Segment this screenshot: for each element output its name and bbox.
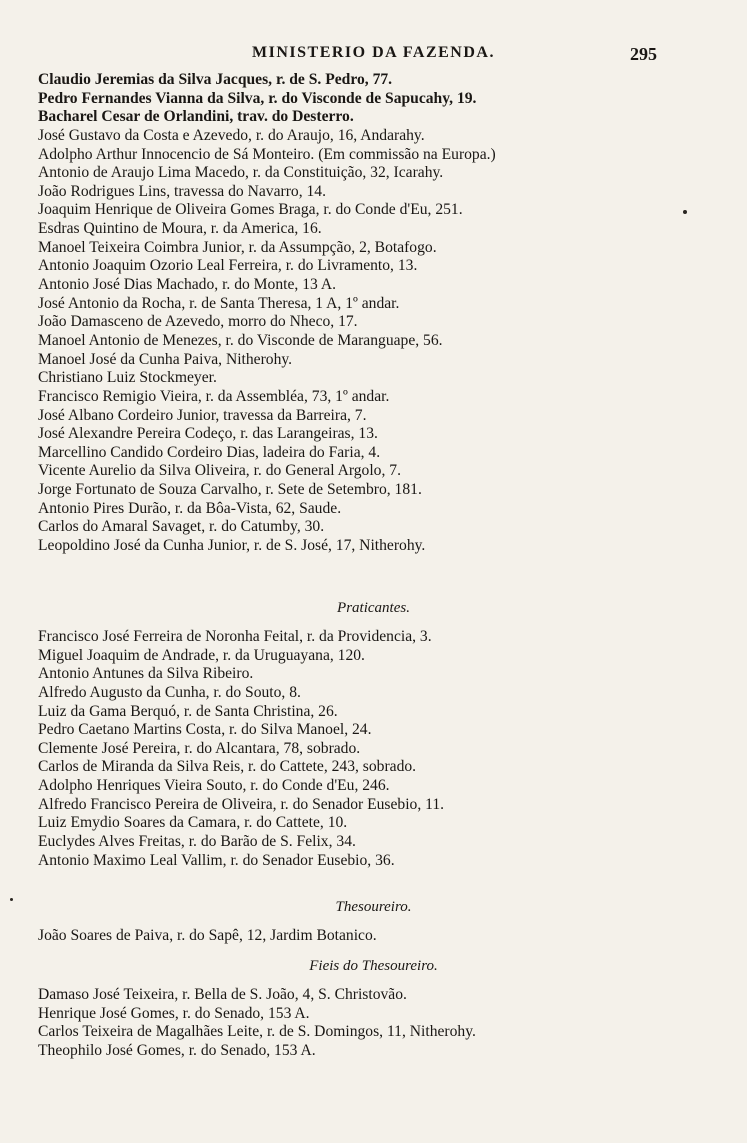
- praticante-entry: Luiz Emydio Soares da Camara, r. do Cattete, 10.: [38, 814, 348, 832]
- fieis-list: [38, 986, 698, 1061]
- praticante-entry: Clemente José Pereira, r. do Alcantara, 78, sobrado.: [38, 739, 361, 757]
- staff-entry: Vicente Aurelio da Silva Oliveira, r. do General Argolo, 7.: [38, 462, 401, 480]
- praticante-entry: Luiz da Gama Berquó, r. de Santa Christina, 26.: [38, 702, 338, 720]
- staff-entry: Antonio de Araujo Lima Macedo, r. da Constituição, 32, Icarahy.: [38, 164, 444, 182]
- staff-entry: Manoel Antonio de Menezes, r. do Visconde de Maranguape, 56.: [38, 331, 443, 349]
- thesoureiro-list: [38, 927, 698, 946]
- staff-entry: José Gustavo da Costa e Azevedo, r. do Araujo, 16, Andarahy.: [38, 126, 425, 144]
- staff-list: [38, 71, 698, 556]
- staff-entry: José Alexandre Pereira Codeço, r. das Larangeiras, 13.: [38, 425, 378, 443]
- staff-entry: Carlos do Amaral Savaget, r. do Catumby, 30.: [38, 518, 325, 536]
- praticante-entry: Antonio Antunes da Silva Ribeiro.: [38, 665, 254, 683]
- thesoureiro-entry: João Soares de Paiva, r. do Sapê, 12, Jardim Botanico.: [38, 927, 377, 944]
- staff-entry: Antonio Pires Durão, r. da Bôa-Vista, 62, Saude.: [38, 499, 342, 517]
- staff-entry: Francisco Remigio Vieira, r. da Assembléa, 73, 1º andar.: [38, 387, 390, 405]
- print-speck: [683, 210, 687, 214]
- thesoureiro-heading: Thesoureiro.: [335, 899, 412, 915]
- print-speck: [10, 898, 13, 901]
- staff-entry: Manoel José da Cunha Paiva, Nitherohy.: [38, 350, 293, 368]
- staff-entry: Christiano Luiz Stockmeyer.: [38, 369, 217, 387]
- page-header: [0, 44, 747, 66]
- staff-entry: Marcellino Candido Cordeiro Dias, ladeira do Faria, 4.: [38, 443, 381, 461]
- running-head: MINISTERIO DA FAZENDA.: [252, 44, 495, 61]
- praticante-entry: Carlos de Miranda da Silva Reis, r. do Cattete, 243, sobrado.: [38, 758, 417, 776]
- praticante-entry: Alfredo Francisco Pereira de Oliveira, r. do Senador Eusebio, 11.: [38, 795, 445, 813]
- staff-entry: José Albano Cordeiro Junior, travessa da Barreira, 7.: [38, 406, 367, 424]
- praticante-entry: Pedro Caetano Martins Costa, r. do Silva Manoel, 24.: [38, 721, 372, 739]
- staff-entry: Leopoldino José da Cunha Junior, r. de S. José, 17, Nitherohy.: [38, 537, 426, 555]
- staff-entry: Antonio José Dias Machado, r. do Monte, 13 A.: [38, 276, 336, 294]
- staff-entry: Bacharel Cesar de Orlandini, trav. do Desterro.: [38, 108, 354, 126]
- praticante-entry: Adolpho Henriques Vieira Souto, r. do Conde d'Eu, 246.: [38, 777, 390, 795]
- fiel-entry: Carlos Teixeira de Magalhães Leite, r. de S. Domingos, 11, Nitherohy.: [38, 1023, 476, 1041]
- praticantes-list: [38, 628, 698, 870]
- praticante-entry: Francisco José Ferreira de Noronha Feital, r. da Providencia, 3.: [38, 628, 432, 645]
- staff-entry: Manoel Teixeira Coimbra Junior, r. da Assumpção, 2, Botafogo.: [38, 238, 437, 256]
- page-number: 295: [630, 44, 657, 64]
- staff-entry: Adolpho Arthur Innocencio de Sá Monteiro. (Em commissão na Europa.): [38, 145, 496, 163]
- praticante-entry: Alfredo Augusto da Cunha, r. do Souto, 8.: [38, 683, 301, 701]
- fiel-entry: Henrique José Gomes, r. do Senado, 153 A.: [38, 1004, 310, 1022]
- staff-entry: Antonio Joaquim Ozorio Leal Ferreira, r. do Livramento, 13.: [38, 257, 418, 275]
- praticante-entry: Miguel Joaquim de Andrade, r. da Uruguayana, 120.: [38, 646, 365, 664]
- staff-entry: José Antonio da Rocha, r. de Santa Theresa, 1 A, 1º andar.: [38, 294, 400, 312]
- staff-entry: Pedro Fernandes Vianna da Silva, r. do Visconde de Sapucahy, 19.: [38, 89, 477, 107]
- staff-entry: Esdras Quintino de Moura, r. da America, 16.: [38, 220, 322, 238]
- staff-entry: João Rodrigues Lins, travessa do Navarro, 14.: [38, 182, 326, 200]
- staff-list-bold: [38, 71, 698, 127]
- fiel-entry: Theophilo José Gomes, r. do Senado, 153 A.: [38, 1041, 316, 1059]
- praticantes-heading: Praticantes.: [337, 600, 410, 616]
- staff-entry: Jorge Fortunato de Souza Carvalho, r. Sete de Setembro, 181.: [38, 481, 422, 499]
- staff-entry: João Damasceno de Azevedo, morro do Nheco, 17.: [38, 313, 358, 331]
- fiel-entry: Damaso José Teixeira, r. Bella de S. João, 4, S. Christovão.: [38, 986, 407, 1003]
- staff-entry: Joaquim Henrique de Oliveira Gomes Braga, r. do Conde d'Eu, 251.: [38, 201, 463, 219]
- praticante-entry: Euclydes Alves Freitas, r. do Barão de S. Felix, 34.: [38, 833, 356, 851]
- fieis-heading: Fieis do Thesoureiro.: [309, 958, 438, 974]
- praticante-entry: Antonio Maximo Leal Vallim, r. do Senador Eusebio, 36.: [38, 851, 395, 869]
- staff-entry: Claudio Jeremias da Silva Jacques, r. de S. Pedro, 77.: [38, 71, 393, 88]
